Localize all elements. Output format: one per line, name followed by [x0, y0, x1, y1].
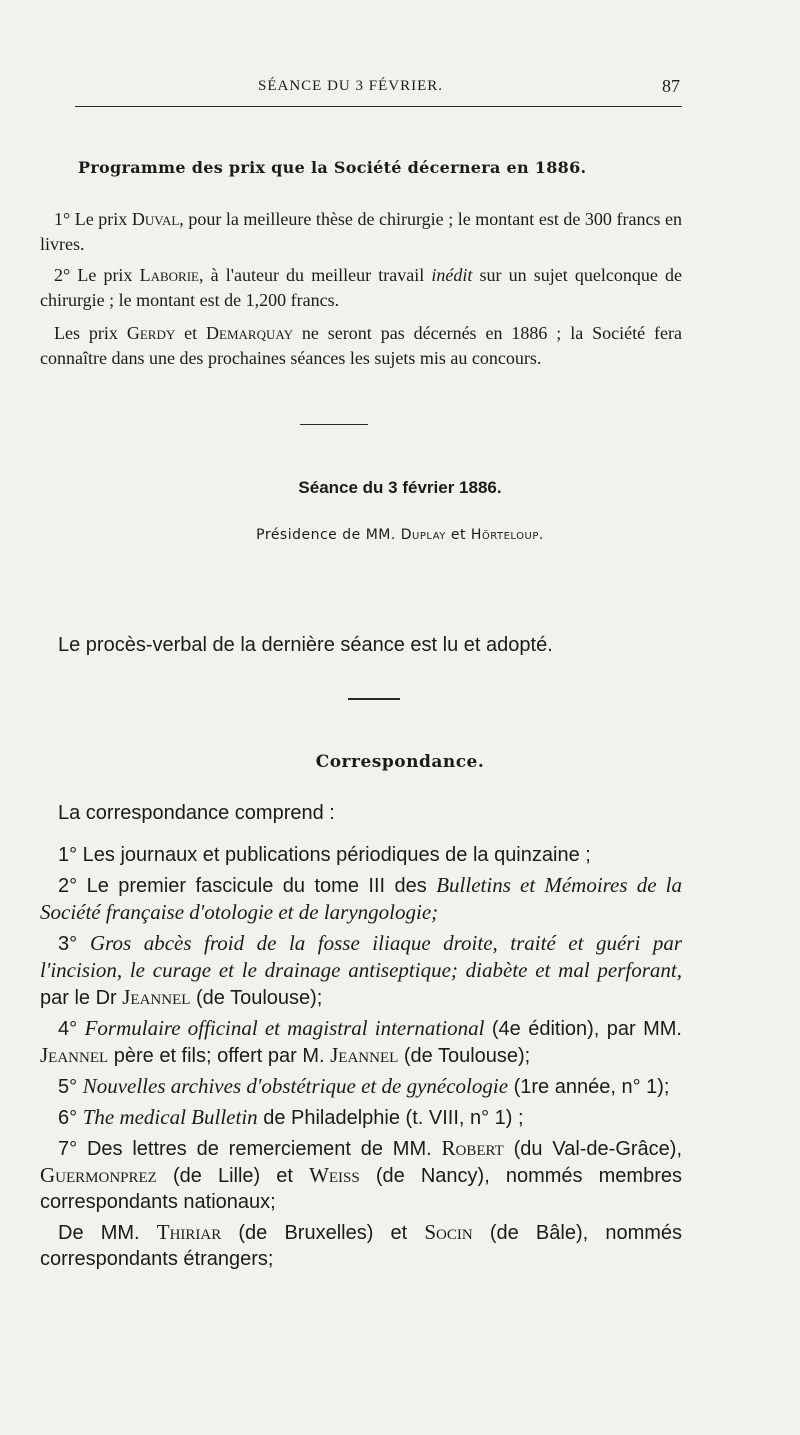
name-gerdy: Gerdy [126, 323, 176, 343]
corr-item-1: 1° Les journaux et publications périodiques de la quinzaine ; [58, 844, 591, 866]
corr-item-6: 6° The medical Bulletin de Philadelphie (t. VIII, n° 1) ; [58, 1105, 524, 1129]
header-title: SÉANCE DU 3 FÉVRIER. [258, 78, 444, 94]
correspondance-title: Correspondance. [315, 752, 485, 772]
corr-item-5: 5° Nouvelles archives d'obstétrique et de gynécologie (1re année, n° 1); [58, 1074, 670, 1098]
prizes-not-awarded-paragraph: Les prix Gerdy et Demarquay ne seront pas décernés en 1886 ; la Société fera connaître dans une des prochaines séances les sujets mis au concours. [40, 323, 682, 368]
proces-verbal-line: Le procès-verbal de la dernière séance est lu et adopté. [58, 634, 553, 656]
seance-title: Séance du 3 février 1886. [298, 478, 502, 497]
corr-item-4: 4° Formulaire officinal et magistral international (4e édition), par MM. Jeannel père et fils; offert par M. Jeannel (de Toulouse); [40, 1016, 682, 1067]
correspondance-list [40, 800, 682, 1276]
correspondance-lead: La correspondance comprend : [58, 802, 335, 824]
name-demarquay: Demarquay [206, 323, 293, 343]
page-number: 87 [662, 76, 680, 96]
presidence-line: Présidence de MM. Duplay et Hörteloup. [256, 527, 544, 543]
corr-item-3: 3° Gros abcès froid de la fosse iliaque droite, traité et guéri par l'incision, le curage et le drainage antiseptique; diabète et mal perforant, par le Dr Jeannel (de Toulouse); [40, 931, 682, 1009]
header-rule [75, 106, 682, 107]
name-laborie: Laborie [139, 265, 199, 285]
name-duval: Duval [131, 209, 180, 229]
corr-item-7: 7° Des lettres de remerciement de MM. Robert (du Val-de-Grâce), Guermonprez (de Lille) et Weiss (de Nancy), nommés membres correspondants nationaux; [40, 1136, 683, 1213]
prize-duval-paragraph: 1° Le prix Duval, pour la meilleure thèse de chirurgie ; le montant est de 300 francs en livres. [40, 209, 682, 254]
corr-item-8: De MM. Thiriar (de Bruxelles) et Socin (de Bâle), nommés correspondants étrangers; [40, 1220, 683, 1270]
programme-title: Programme des prix que la Société décernera en 1886. [78, 158, 587, 177]
prize-laborie-paragraph: 2° Le prix Laborie, à l'auteur du meilleur travail inédit sur un sujet quelconque de chirurgie ; le montant est de 1,200 francs. [40, 265, 683, 310]
programme-body [40, 207, 682, 371]
section-divider-2 [348, 698, 400, 700]
running-header [0, 74, 800, 102]
corr-item-2: 2° Le premier fascicule du tome III des Bulletins et Mémoires de la Société française d'otologie et de laryngologie; [40, 873, 682, 924]
section-divider-1 [300, 424, 368, 425]
